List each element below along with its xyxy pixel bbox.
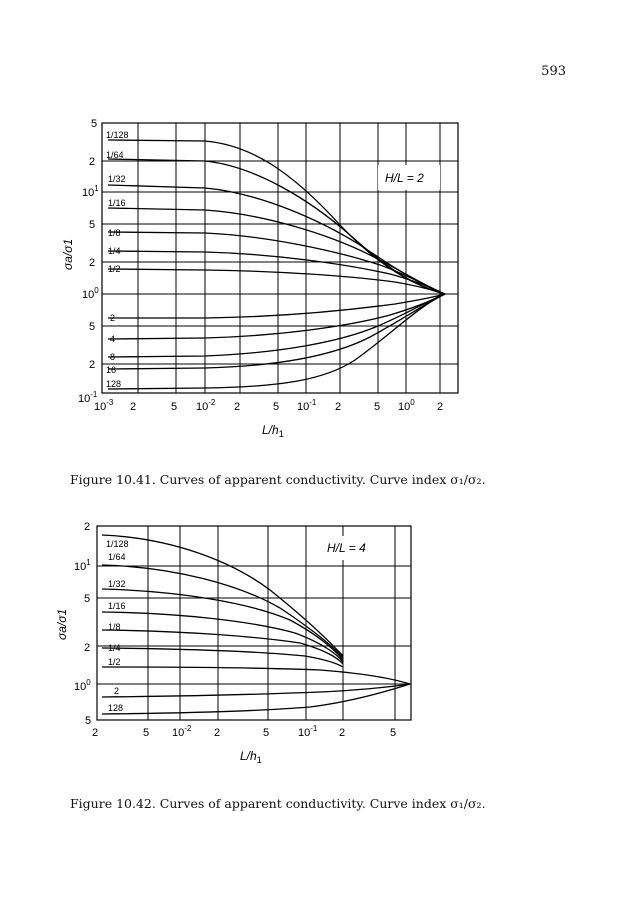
curve-4 [108,294,445,339]
y-tick: $10^1$ [82,184,99,199]
y-tick: 5 [89,219,96,231]
label-1-4: 1/4 [108,246,121,256]
curve-1-4 [102,648,343,667]
label-2: 2 [114,686,120,696]
figure-10-42-x-label: $L/h_1$ [240,749,262,765]
label-1-16: 1/16 [108,601,126,611]
x-tick: 2 [130,401,137,413]
page-number: 593 [541,64,566,79]
y-tick: $10^{-1}$ [78,390,98,405]
label-128: 128 [108,703,124,713]
y-tick: 5 [91,118,98,130]
label-16: 16 [106,365,117,375]
label-1-16: 1/16 [108,198,126,208]
figure-10-42-caption: Figure 10.42. Curves of apparent conductivity. Curve index σ₁/σ₂. [70,796,486,811]
label-8: 8 [110,352,116,362]
y-tick: $10^0$ [82,286,99,301]
x-tick: 2 [92,727,99,739]
x-tick: 5 [374,401,381,413]
label-4: 4 [110,334,116,344]
y-tick: 2 [84,642,91,654]
y-tick: 2 [89,359,96,371]
label-1-128: 1/128 [106,130,129,140]
x-tick: 2 [234,401,241,413]
curve-2 [108,294,445,318]
x-tick: $10^{-2}$ [196,398,216,413]
label-1-32: 1/32 [108,174,126,184]
label-1-128: 1/128 [106,539,129,549]
figure-10-42-chart [55,521,411,765]
y-tick: 5 [84,593,91,605]
curve-1-32 [102,589,343,660]
y-tick: $10^1$ [74,558,91,573]
label-1-8: 1/8 [108,228,121,238]
label-1-32: 1/32 [108,579,126,589]
figure-10-41-y-ticks [78,118,99,405]
figure-10-41-x-ticks [94,398,443,413]
label-1-2: 1/2 [108,264,121,274]
curve-1-2 [108,269,445,294]
label-128: 128 [106,379,122,389]
figure-10-41-chart [61,118,458,439]
y-tick: 2 [89,257,96,269]
curve-1-8 [108,232,445,294]
x-tick: 5 [143,727,150,739]
curve-128 [108,294,445,389]
label-1-64: 1/64 [106,150,124,160]
x-tick: 5 [390,727,397,739]
x-tick: 5 [273,401,280,413]
y-tick: 5 [85,715,92,727]
figure-10-42-y-label: σa/σ1 [55,608,69,640]
figure-10-42-hl-label: H/L = 4 [327,541,366,555]
x-tick: 2 [437,401,444,413]
y-tick: 2 [89,156,96,168]
y-tick: 2 [84,521,91,533]
x-tick: $10^0$ [398,398,415,413]
y-tick: $10^0$ [74,678,91,693]
x-tick: $10^{-2}$ [172,724,192,739]
curve-1-32 [108,185,445,294]
x-tick: $10^{-1}$ [298,724,318,739]
y-tick: 5 [89,321,96,333]
figure-10-42-x-ticks [92,724,396,739]
x-tick: 5 [263,727,270,739]
figure-10-42-y-ticks [74,521,91,727]
figure-10-41-grid [102,123,458,393]
x-tick: 2 [339,727,346,739]
label-2: 2 [110,313,116,323]
x-tick: 5 [171,401,178,413]
figure-10-41-curve-labels [106,130,129,389]
curve-16 [108,294,445,369]
figure-10-41-x-label: $L/h_1$ [262,423,284,439]
x-tick: $10^{-1}$ [297,398,317,413]
label-1-4: 1/4 [108,643,121,653]
curve-1-8 [102,630,343,664]
curve-1-16 [102,612,343,662]
figure-10-41-hl-label: H/L = 2 [385,171,424,185]
x-tick: $10^{-3}$ [94,398,114,413]
x-tick: 2 [214,727,221,739]
label-1-64: 1/64 [108,552,126,562]
label-1-2: 1/2 [108,657,121,667]
curve-1-64 [102,565,343,658]
x-tick: 2 [335,401,342,413]
label-1-8: 1/8 [108,622,121,632]
figure-10-41-y-label: σa/σ1 [61,238,75,270]
figure-10-41-caption: Figure 10.41. Curves of apparent conductivity. Curve index σ₁/σ₂. [70,472,486,487]
